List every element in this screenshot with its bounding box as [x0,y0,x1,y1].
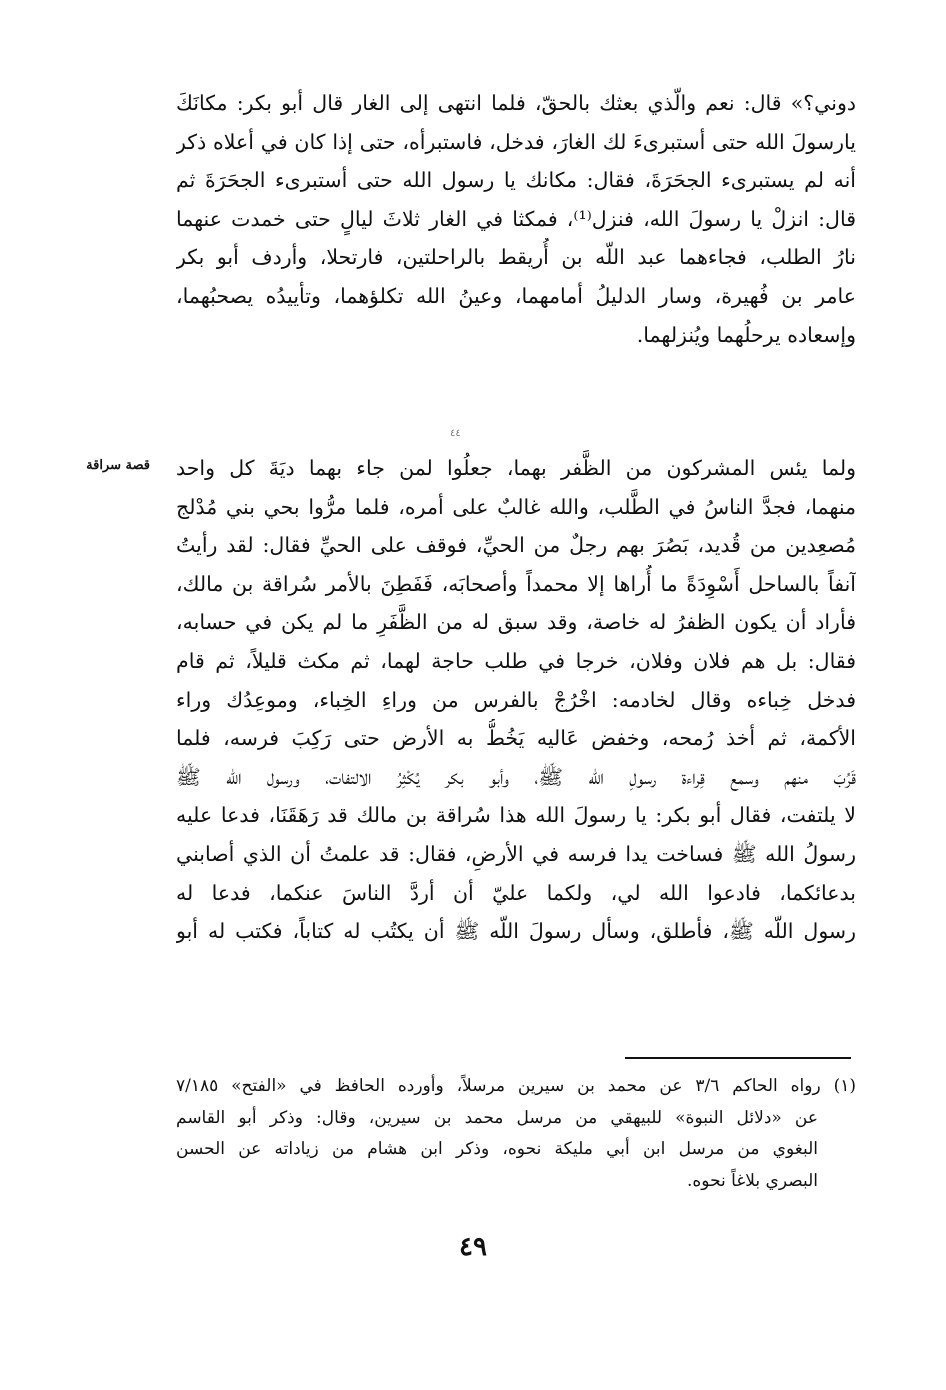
text-line: لا يلتفت، فقال أبو بكر: يا رسولَ الله هذا سُراقة بن مالك قد رَهَقَنَا، فدعا عليه [176,803,856,828]
text-line: رسول اللّه ﷺ، فأطلق، وسأل رسولَ اللّه ﷺ أن يكتُب له كتاباً، فكتب له أبو [176,919,856,944]
page-number: ٤٩ [459,1232,487,1262]
text-line: مُصعِدين من قُديد، بَصُرَ بهم رجلٌ من الحيِّ، فوقف على الحيِّ فقال: لقد رأيتُ [176,533,856,558]
text-line: أنه لم يستبرىء الجحَرَةَ، فقال: مكانك يا رسول الله حتى أستبرىء الجحَرَةَ ثم [176,168,856,193]
paragraph-suraqa-story [176,449,856,951]
text-line: رسولُ الله ﷺ فساخت يدا فرسه في الأرضِ، فقال: قد علمتُ أن الذي أصابني [176,841,856,866]
text-line: آنفاً بالساحل أَسْوِدَةً ما أُراها إلا محمداً وأصحابَه، فَفَطِنَ بالأمر سُراقة بن مالك، [176,571,856,596]
text-line: فدخل خِباءه وقال لخادمه: اخْرُجْ بالفرس من وراءِ الخِباء، وموعِدُك وراء [176,687,856,712]
text-line: نارُ الطلب، فجاءهما عبد اللّه بن أُريقط بالراحلتين، فارتحلا، وأردف أبو بكر [176,245,856,270]
footnote-line: البصري بلاغاً نحوه. [686,1170,818,1191]
text-line: قَرُبَ منهم وسمع قِراءة رسولِ الله ﷺ، وأبو بكر يُكْثِرُ الالتفات، ورسول الله ﷺ [176,764,856,789]
text-line: بدعائكما، فادعوا الله لي، ولكما عليّ أن أردَّ الناسَ عنكما، فدعا له [176,880,856,905]
text-line: قال: انزلْ يا رسولَ الله، فنزل⁽¹⁾، فمكثا في الغار ثلاثَ ليالٍ حتى خمدت عنهما [176,206,856,231]
text-line: الأكمة، ثم أخذ رُمحه، وخفض عَاليه يَخُطُّ به الأرض حتى رَكِبَ فرسه، فلما [176,726,856,751]
text-line: وإسعاده يرحلُهما ويُنزلهما. [636,322,856,347]
text-line: فقال: بل هم فلان وفلان، خرجا في طلب حاجة لهما، ثم مكث قليلاً، ثم قام [176,648,856,673]
paragraph-hijra-cave [176,84,856,354]
separator-mark: ٤٤ [450,428,461,439]
text-line: فأراد أن يكون الظفرُ له خاصة، وقد سبق له من الظَّفَرِ ما لم يكن في حسابه، [176,610,856,635]
text-line: دوني؟» قال: نعم والّذي بعثك بالحقّ، فلما انتهى إلى الغار قال أبو بكر: مكانَكَ [176,91,856,115]
footnote-line: عن «دلائل النبوة» للبيهقي من مرسل محمد بن سيرين، وقال: وذكر أبو القاسم [176,1107,818,1128]
text-line: عامر بن فُهيرة، وسار الدليلُ أمامهما، وعينُ الله تكلؤهما، وتأييدُه يصحبُهما، [176,283,856,308]
footnote-line: البغوي من مرسل ابن أبي مليكة نحوه، وذكر ابن هشام من زياداته عن الحسن [176,1139,818,1159]
text-line: يارسولَ الله حتى أستبرىءَ لك الغارَ، فدخل، فاستبرأه، حتى إذا كان في أعلاه ذكر [176,129,856,154]
footnote-divider [625,1057,851,1059]
text-line: منهما، فجدَّ الناسُ في الطَّلب، والله غالبٌ على أمره، فلما مرُّوا بحي بني مُدْلج [176,494,856,519]
margin-note: قصة سراقة [86,458,150,473]
footnote-line: (١) رواه الحاكم ٣/٦ عن محمد بن سيرين مرسلاً، وأورده الحافظ في «الفتح» ٧/١٨٥ [176,1076,856,1096]
text-line: ولما يئس المشركون من الظَّفر بهما، جعلُوا لمن جاء بهما ديَةَ كل واحد [176,456,856,480]
footnote [176,1071,856,1197]
